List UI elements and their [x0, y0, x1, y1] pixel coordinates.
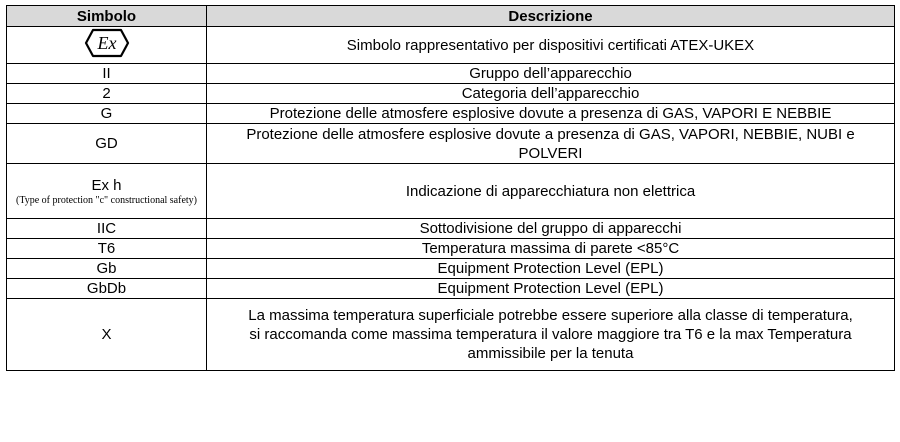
description-cell: Simbolo rappresentativo per dispositivi certificati ATEX-UKEX — [207, 27, 895, 64]
header-row — [7, 6, 895, 27]
symbol-cell: II — [7, 64, 207, 84]
description-cell: Temperatura massima di parete <85°C — [207, 239, 895, 259]
header-symbol: Simbolo — [7, 6, 207, 27]
description-cell: Indicazione di apparecchiatura non elettrica — [207, 164, 895, 219]
symbol-cell: G — [7, 104, 207, 124]
table-row — [7, 239, 895, 259]
atex-symbols-table — [6, 5, 895, 371]
svg-text:Ex: Ex — [97, 32, 116, 53]
symbol-cell: X — [7, 299, 207, 371]
table-row — [7, 259, 895, 279]
table-row — [7, 299, 895, 371]
table-row — [7, 27, 895, 64]
symbol-cell: Gb — [7, 259, 207, 279]
table-row — [7, 104, 895, 124]
description-cell: Gruppo dell’apparecchio — [207, 64, 895, 84]
table-row — [7, 279, 895, 299]
ex-hexagon-icon — [84, 28, 130, 58]
header-description: Descrizione — [207, 6, 895, 27]
description-cell: Sottodivisione del gruppo di apparecchi — [207, 219, 895, 239]
table-row — [7, 164, 895, 219]
symbol-cell — [7, 164, 207, 219]
symbol-cell: IIC — [7, 219, 207, 239]
symbol-cell: GbDb — [7, 279, 207, 299]
description-cell: Categoria dell’apparecchio — [207, 84, 895, 104]
description-cell: La massima temperatura superficiale potrebbe essere superiore alla classe di temperatura, si raccomanda come massima temperatura il valore maggiore tra T6 e la max Temperatura ammissibile per la tenuta — [207, 299, 895, 371]
table-row — [7, 219, 895, 239]
symbol-text: Ex h — [91, 177, 122, 194]
description-cell: Protezione delle atmosfere esplosive dovute a presenza di GAS, VAPORI E NEBBIE — [207, 104, 895, 124]
table-row — [7, 84, 895, 104]
symbol-cell: 2 — [7, 84, 207, 104]
table-row — [7, 64, 895, 84]
description-cell: Equipment Protection Level (EPL) — [207, 259, 895, 279]
symbol-note: (Type of protection "c" constructional safety) — [15, 195, 197, 206]
symbol-cell — [7, 27, 207, 64]
symbol-cell: T6 — [7, 239, 207, 259]
symbol-cell: GD — [7, 124, 207, 164]
table-row — [7, 124, 895, 164]
description-cell: Equipment Protection Level (EPL) — [207, 279, 895, 299]
description-cell: Protezione delle atmosfere esplosive dovute a presenza di GAS, VAPORI, NEBBIE, NUBI e POLVERI — [207, 124, 895, 164]
